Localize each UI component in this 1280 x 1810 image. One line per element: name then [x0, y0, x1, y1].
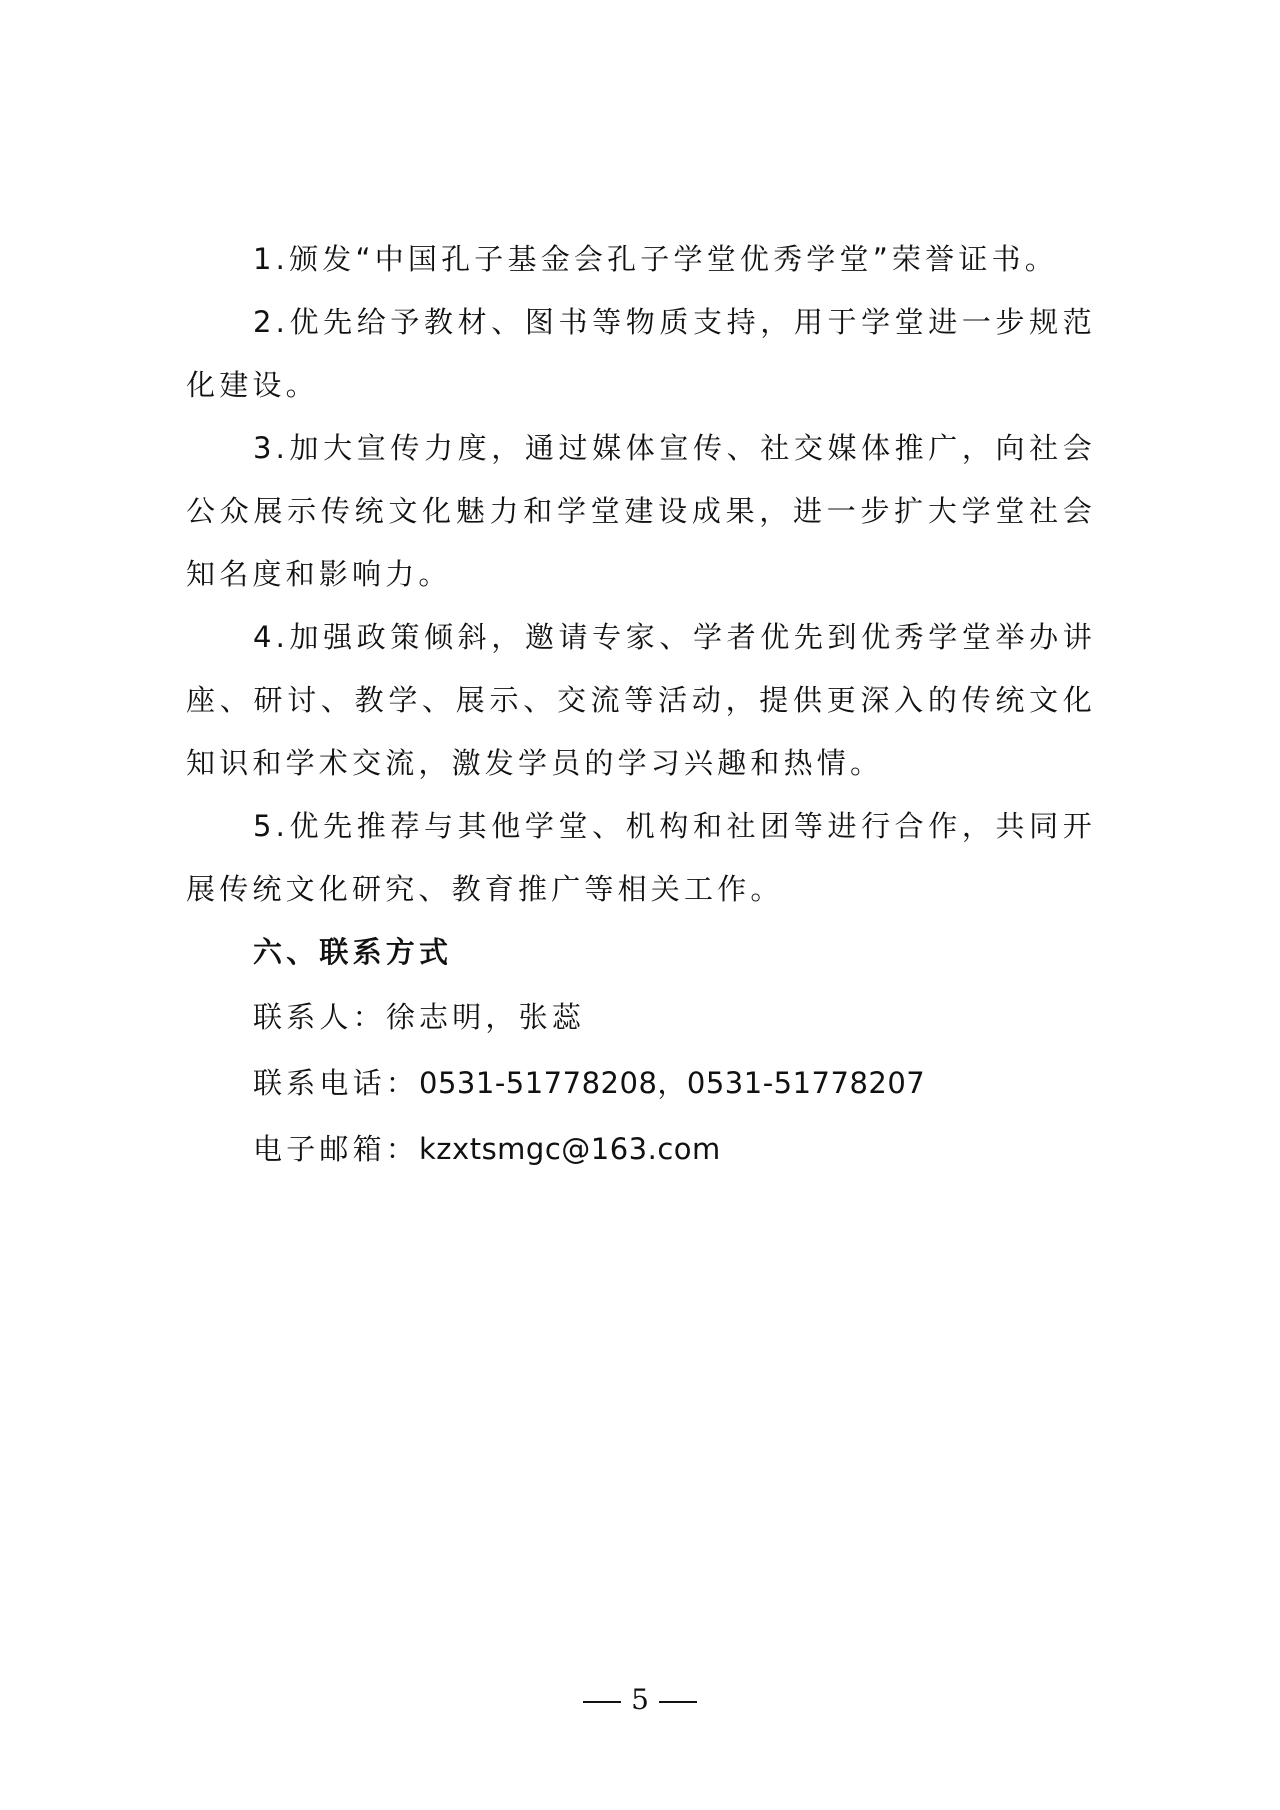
page-footer — [0, 1684, 1280, 1716]
section-heading-contact: 六、联系方式 — [253, 935, 453, 969]
footer-dash-right — [659, 1701, 697, 1703]
contact-email-label: 电子邮箱： — [253, 1132, 420, 1166]
page-number: 5 — [631, 1683, 649, 1716]
benefit-paragraph-4: 4.加强政策倾斜，邀请专家、学者优先到优秀学堂举办讲座、研讨、教学、展示、交流等活动，提供更深入的传统文化知识和学术交流，激发学员的学习兴趣和热情。 — [186, 620, 1096, 780]
contact-person-label: 联系人： — [253, 1000, 386, 1034]
contact-person-line — [186, 984, 1096, 1050]
benefit-paragraph-2: 2.优先给予教材、图书等物质支持，用于学堂进一步规范化建设。 — [186, 305, 1096, 402]
contact-person-value: 徐志明，张蕊 — [385, 1000, 586, 1034]
benefit-paragraph-5: 5.优先推荐与其他学堂、机构和社团等进行合作，共同开展传统文化研究、教育推广等相关工作。 — [186, 809, 1096, 906]
contact-phone-label: 联系电话： — [253, 1066, 420, 1100]
contact-email-line — [186, 1116, 1096, 1182]
benefit-paragraph-1: 1.颁发“中国孔子基金会孔子学堂优秀学堂”荣誉证书。 — [253, 242, 1058, 276]
contact-email-value: kzxtsmgc@163.com — [419, 1132, 721, 1166]
contact-phone-value: 0531-51778208，0531-51778207 — [419, 1066, 926, 1100]
benefit-paragraph-3: 3.加大宣传力度，通过媒体宣传、社交媒体推广，向社会公众展示传统文化魅力和学堂建设成果，进一步扩大学堂社会知名度和影响力。 — [186, 431, 1096, 591]
document-body — [186, 228, 1096, 1182]
contact-phone-line — [186, 1050, 1096, 1116]
footer-dash-left — [583, 1701, 621, 1703]
